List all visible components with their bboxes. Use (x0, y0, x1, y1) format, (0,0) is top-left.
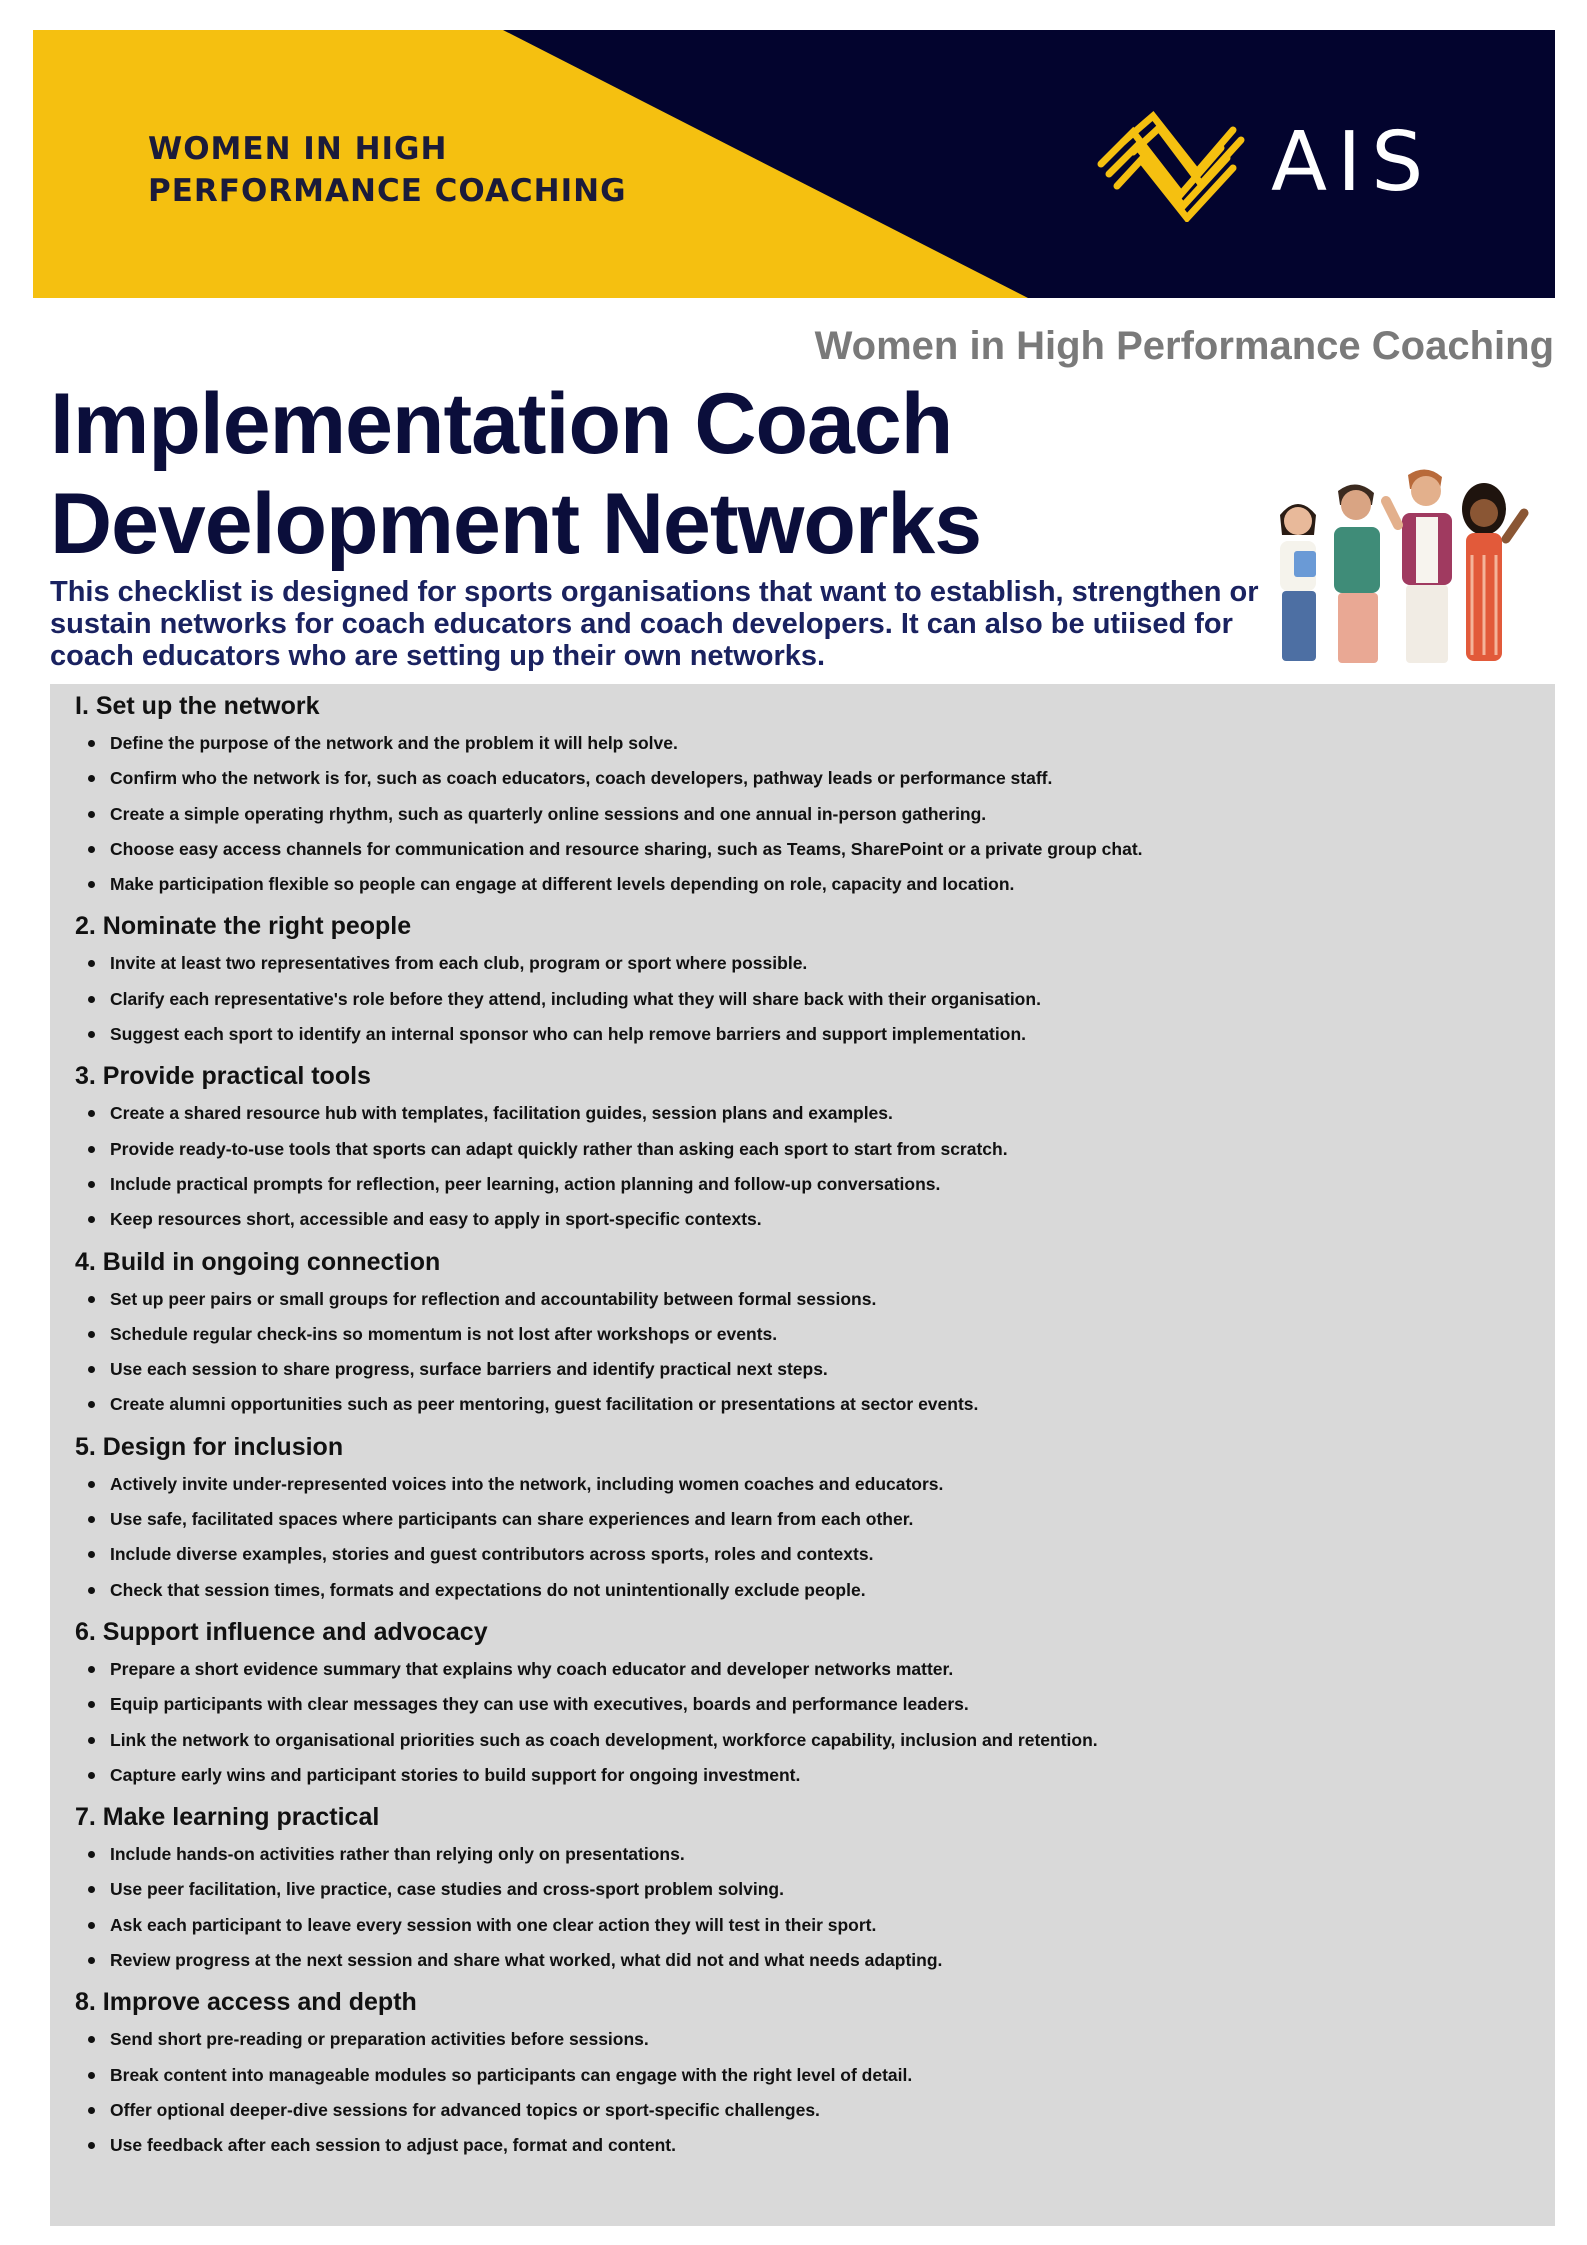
header-banner (33, 30, 1555, 298)
checklist-item: Create alumni opportunities such as peer mentoring, guest facilitation or presentations at sector events. (88, 1389, 1555, 1424)
checklist-item: Send short pre-reading or preparation activities before sessions. (88, 2024, 1555, 2059)
checklist-sections (50, 684, 1555, 2166)
people-illustration (1270, 455, 1540, 665)
checklist-item: Confirm who the network is for, such as coach educators, coach developers, pathway leads or performance staff. (88, 763, 1555, 798)
checklist-item: Choose easy access channels for communication and resource sharing, such as Teams, SharePoint or a private group chat. (88, 834, 1555, 869)
checklist-item: Include hands-on activities rather than relying only on presentations. (88, 1839, 1555, 1874)
person-2-figure (1334, 484, 1380, 663)
intro-paragraph: This checklist is designed for sports organisations that want to establish, strengthen or sustain networks for coach educators and coach developers. It can also be utiised for coach educators who are setting up their own networks. (50, 576, 1259, 672)
checklist-item: Suggest each sport to identify an internal sponsor who can help remove barriers and support implementation. (88, 1019, 1555, 1054)
person-4-figure (1462, 483, 1524, 661)
section-heading: 4. Build in ongoing connection (75, 1247, 441, 1276)
checklist-item: Check that session times, formats and expectations do not unintentionally exclude people. (88, 1575, 1555, 1610)
checklist-items (75, 1469, 1555, 1610)
checklist-item: Make participation flexible so people can engage at different levels depending on role, capacity and location. (88, 869, 1555, 904)
page-title-line-1: Implementation Coach (50, 376, 953, 472)
banner-title (148, 128, 627, 212)
checklist-item: Equip participants with clear messages they can use with executives, boards and performance leaders. (88, 1689, 1555, 1724)
checklist-item: Offer optional deeper-dive sessions for advanced topics or sport-specific challenges. (88, 2095, 1555, 2130)
ais-logo-icon (1093, 102, 1253, 222)
section-heading: 3. Provide practical tools (75, 1062, 371, 1091)
checklist-item: Use each session to share progress, surface barriers and identify practical next steps. (88, 1354, 1555, 1389)
checklist-item: Use peer facilitation, live practice, case studies and cross-sport problem solving. (88, 1874, 1555, 1909)
checklist-section (50, 1980, 1555, 2165)
checklist-item: Use feedback after each session to adjust pace, format and content. (88, 2130, 1555, 2165)
checklist-section (50, 684, 1555, 904)
checklist-panel (50, 684, 1555, 2226)
page-subtitle: Women in High Performance Coaching (814, 324, 1554, 368)
checklist-item: Create a shared resource hub with templates, facilitation guides, session plans and examples. (88, 1098, 1555, 1133)
page-title (50, 374, 981, 574)
checklist-items (75, 948, 1555, 1054)
checklist-item: Use safe, facilitated spaces where participants can share experiences and learn from each other. (88, 1504, 1555, 1539)
checklist-item: Ask each participant to leave every session with one clear action they will test in their sport. (88, 1910, 1555, 1945)
checklist-item: Create a simple operating rhythm, such as quarterly online sessions and one annual in-person gathering. (88, 799, 1555, 834)
banner-title-line-1: WOMEN IN HIGH (148, 131, 448, 167)
checklist-section (50, 1054, 1555, 1239)
checklist-item: Link the network to organisational priorities such as coach development, workforce capability, inclusion and retention. (88, 1725, 1555, 1760)
checklist-items (75, 1284, 1555, 1425)
checklist-section (50, 1240, 1555, 1425)
checklist-item: Invite at least two representatives from each club, program or sport where possible. (88, 948, 1555, 983)
checklist-item: Include diverse examples, stories and guest contributors across sports, roles and contexts. (88, 1539, 1555, 1574)
checklist-item: Include practical prompts for reflection, peer learning, action planning and follow-up conversations. (88, 1169, 1555, 1204)
checklist-items (75, 2024, 1555, 2165)
checklist-section (50, 1610, 1555, 1795)
checklist-section (50, 904, 1555, 1054)
person-1-figure (1280, 504, 1316, 661)
section-heading: 8. Improve access and depth (75, 1988, 417, 2017)
checklist-items (75, 1654, 1555, 1795)
section-heading: 2. Nominate the right people (75, 912, 412, 941)
checklist-items (75, 728, 1555, 904)
checklist-item: Keep resources short, accessible and easy to apply in sport-specific contexts. (88, 1204, 1555, 1239)
page-title-line-2: Development Networks (50, 476, 982, 572)
checklist-item: Clarify each representative's role before they attend, including what they will share back with their organisation. (88, 984, 1555, 1019)
checklist-item: Provide ready-to-use tools that sports can adapt quickly rather than asking each sport to start from scratch. (88, 1134, 1555, 1169)
checklist-item: Prepare a short evidence summary that explains why coach educator and developer networks matter. (88, 1654, 1555, 1689)
section-heading: 6. Support influence and advocacy (75, 1617, 488, 1646)
checklist-section (50, 1795, 1555, 1980)
checklist-item: Review progress at the next session and share what worked, what did not and what needs adapting. (88, 1945, 1555, 1980)
checklist-item: Break content into manageable modules so participants can engage with the right level of detail. (88, 2060, 1555, 2095)
checklist-section (50, 1425, 1555, 1610)
checklist-items (75, 1098, 1555, 1239)
checklist-item: Capture early wins and participant stories to build support for ongoing investment. (88, 1760, 1555, 1795)
section-heading: 7. Make learning practical (75, 1803, 380, 1832)
checklist-item: Set up peer pairs or small groups for reflection and accountability between formal sessions. (88, 1284, 1555, 1319)
section-heading: 5. Design for inclusion (75, 1432, 344, 1461)
section-heading: I. Set up the network (75, 692, 320, 720)
checklist-item: Define the purpose of the network and the problem it will help solve. (88, 728, 1555, 763)
ais-logo-text: AIS (1271, 115, 1434, 210)
checklist-item: Actively invite under-represented voices into the network, including women coaches and educators. (88, 1469, 1555, 1504)
checklist-items (75, 1839, 1555, 1980)
checklist-item: Schedule regular check-ins so momentum is not lost after workshops or events. (88, 1319, 1555, 1354)
person-3-figure (1386, 469, 1452, 663)
banner-title-line-2: PERFORMANCE COACHING (148, 173, 627, 209)
